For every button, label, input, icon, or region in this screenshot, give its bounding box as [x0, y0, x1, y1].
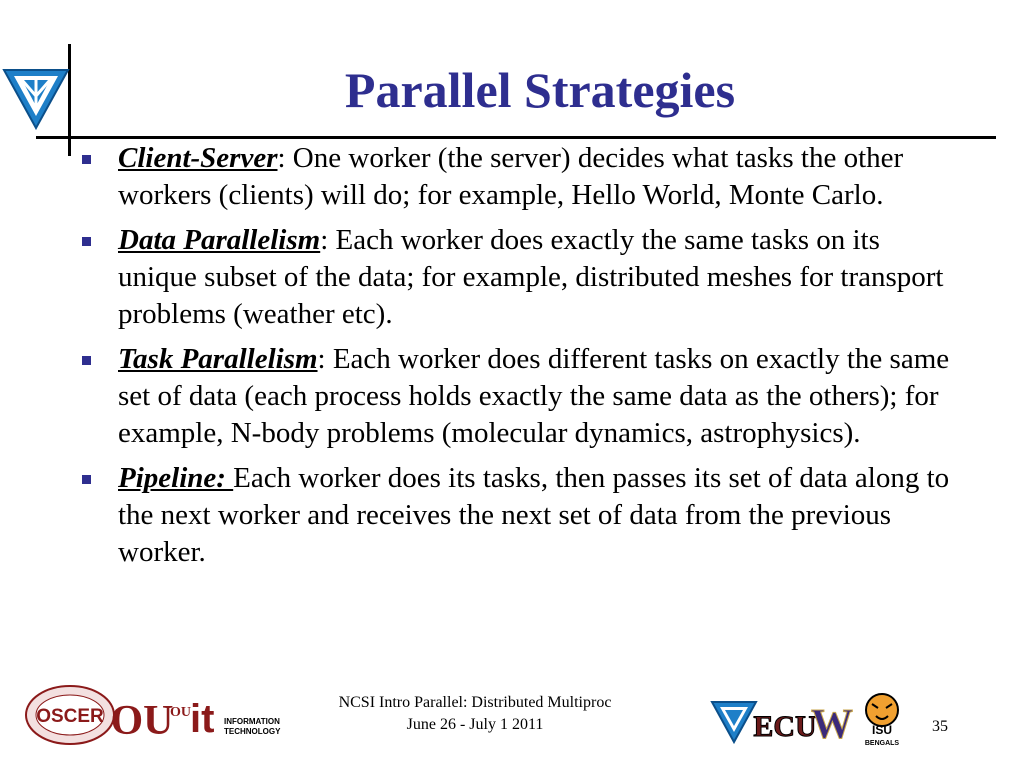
page-number: 35 — [932, 718, 948, 735]
bullet-term: Client-Server — [118, 142, 278, 174]
bullet-list — [76, 140, 956, 579]
bullet-term: Data Parallelism — [118, 224, 321, 256]
w-logo-icon — [808, 698, 856, 748]
bullet-item — [76, 341, 956, 452]
bullet-text: : One worker (the server) decides what tasks the other workers (clients) will do; for example, Hello World, Monte Carlo. — [118, 142, 904, 211]
it-logo-icon — [168, 686, 288, 746]
oscer-logo-text: OSCER — [36, 706, 104, 727]
footer-text — [290, 692, 660, 736]
isu-text: ISU — [871, 723, 893, 737]
ou-logo-icon — [110, 686, 174, 746]
footer-line-2: June 26 - July 1 2011 — [406, 716, 544, 733]
square-bullet-icon — [82, 356, 91, 365]
isu-bengal-logo-icon — [860, 690, 904, 748]
it-text: it — [190, 697, 215, 741]
ecu-logo-icon — [753, 696, 817, 746]
ou-logo-text: OU — [110, 698, 174, 744]
w-logo-text: W — [811, 702, 853, 748]
frame-horizontal-line — [36, 136, 996, 139]
bullet-item — [76, 222, 956, 333]
square-bullet-icon — [82, 475, 91, 484]
bullet-item — [76, 140, 956, 214]
bullet-text: : Each worker does exactly the same tasks on its unique subset of the data; for example, distributed meshes for transport problems (weather etc). — [118, 224, 944, 330]
bullet-term: Task Parallelism — [118, 343, 318, 375]
slide-title: Parallel Strategies — [344, 62, 736, 118]
square-bullet-icon — [82, 237, 91, 246]
it-tech-text: TECHNOLOGY — [224, 727, 281, 736]
it-info-text: INFORMATION — [224, 717, 280, 726]
bullet-text: : Each worker does different tasks on exactly the same set of data (each process holds exactly the same data as the others); for example, N-body problems (molecular dynamics, astrophysics). — [118, 343, 950, 449]
triangle-logo-small-icon — [710, 700, 758, 744]
ecu-logo-text: ECU — [753, 710, 817, 743]
oscer-logo-icon — [24, 684, 116, 746]
footer-line-1: NCSI Intro Parallel: Distributed Multiproc — [338, 694, 612, 711]
bullet-item — [76, 460, 956, 571]
bullet-term: Pipeline: — [118, 462, 234, 494]
bengals-text: BENGALS — [864, 740, 900, 747]
bullet-text: Each worker does its tasks, then passes its set of data along to the next worker and receives the next set of data from the previous worker. — [118, 462, 950, 568]
square-bullet-icon — [82, 155, 91, 164]
ou-small-text: OU — [170, 705, 191, 720]
triangle-logo-icon — [2, 66, 70, 130]
